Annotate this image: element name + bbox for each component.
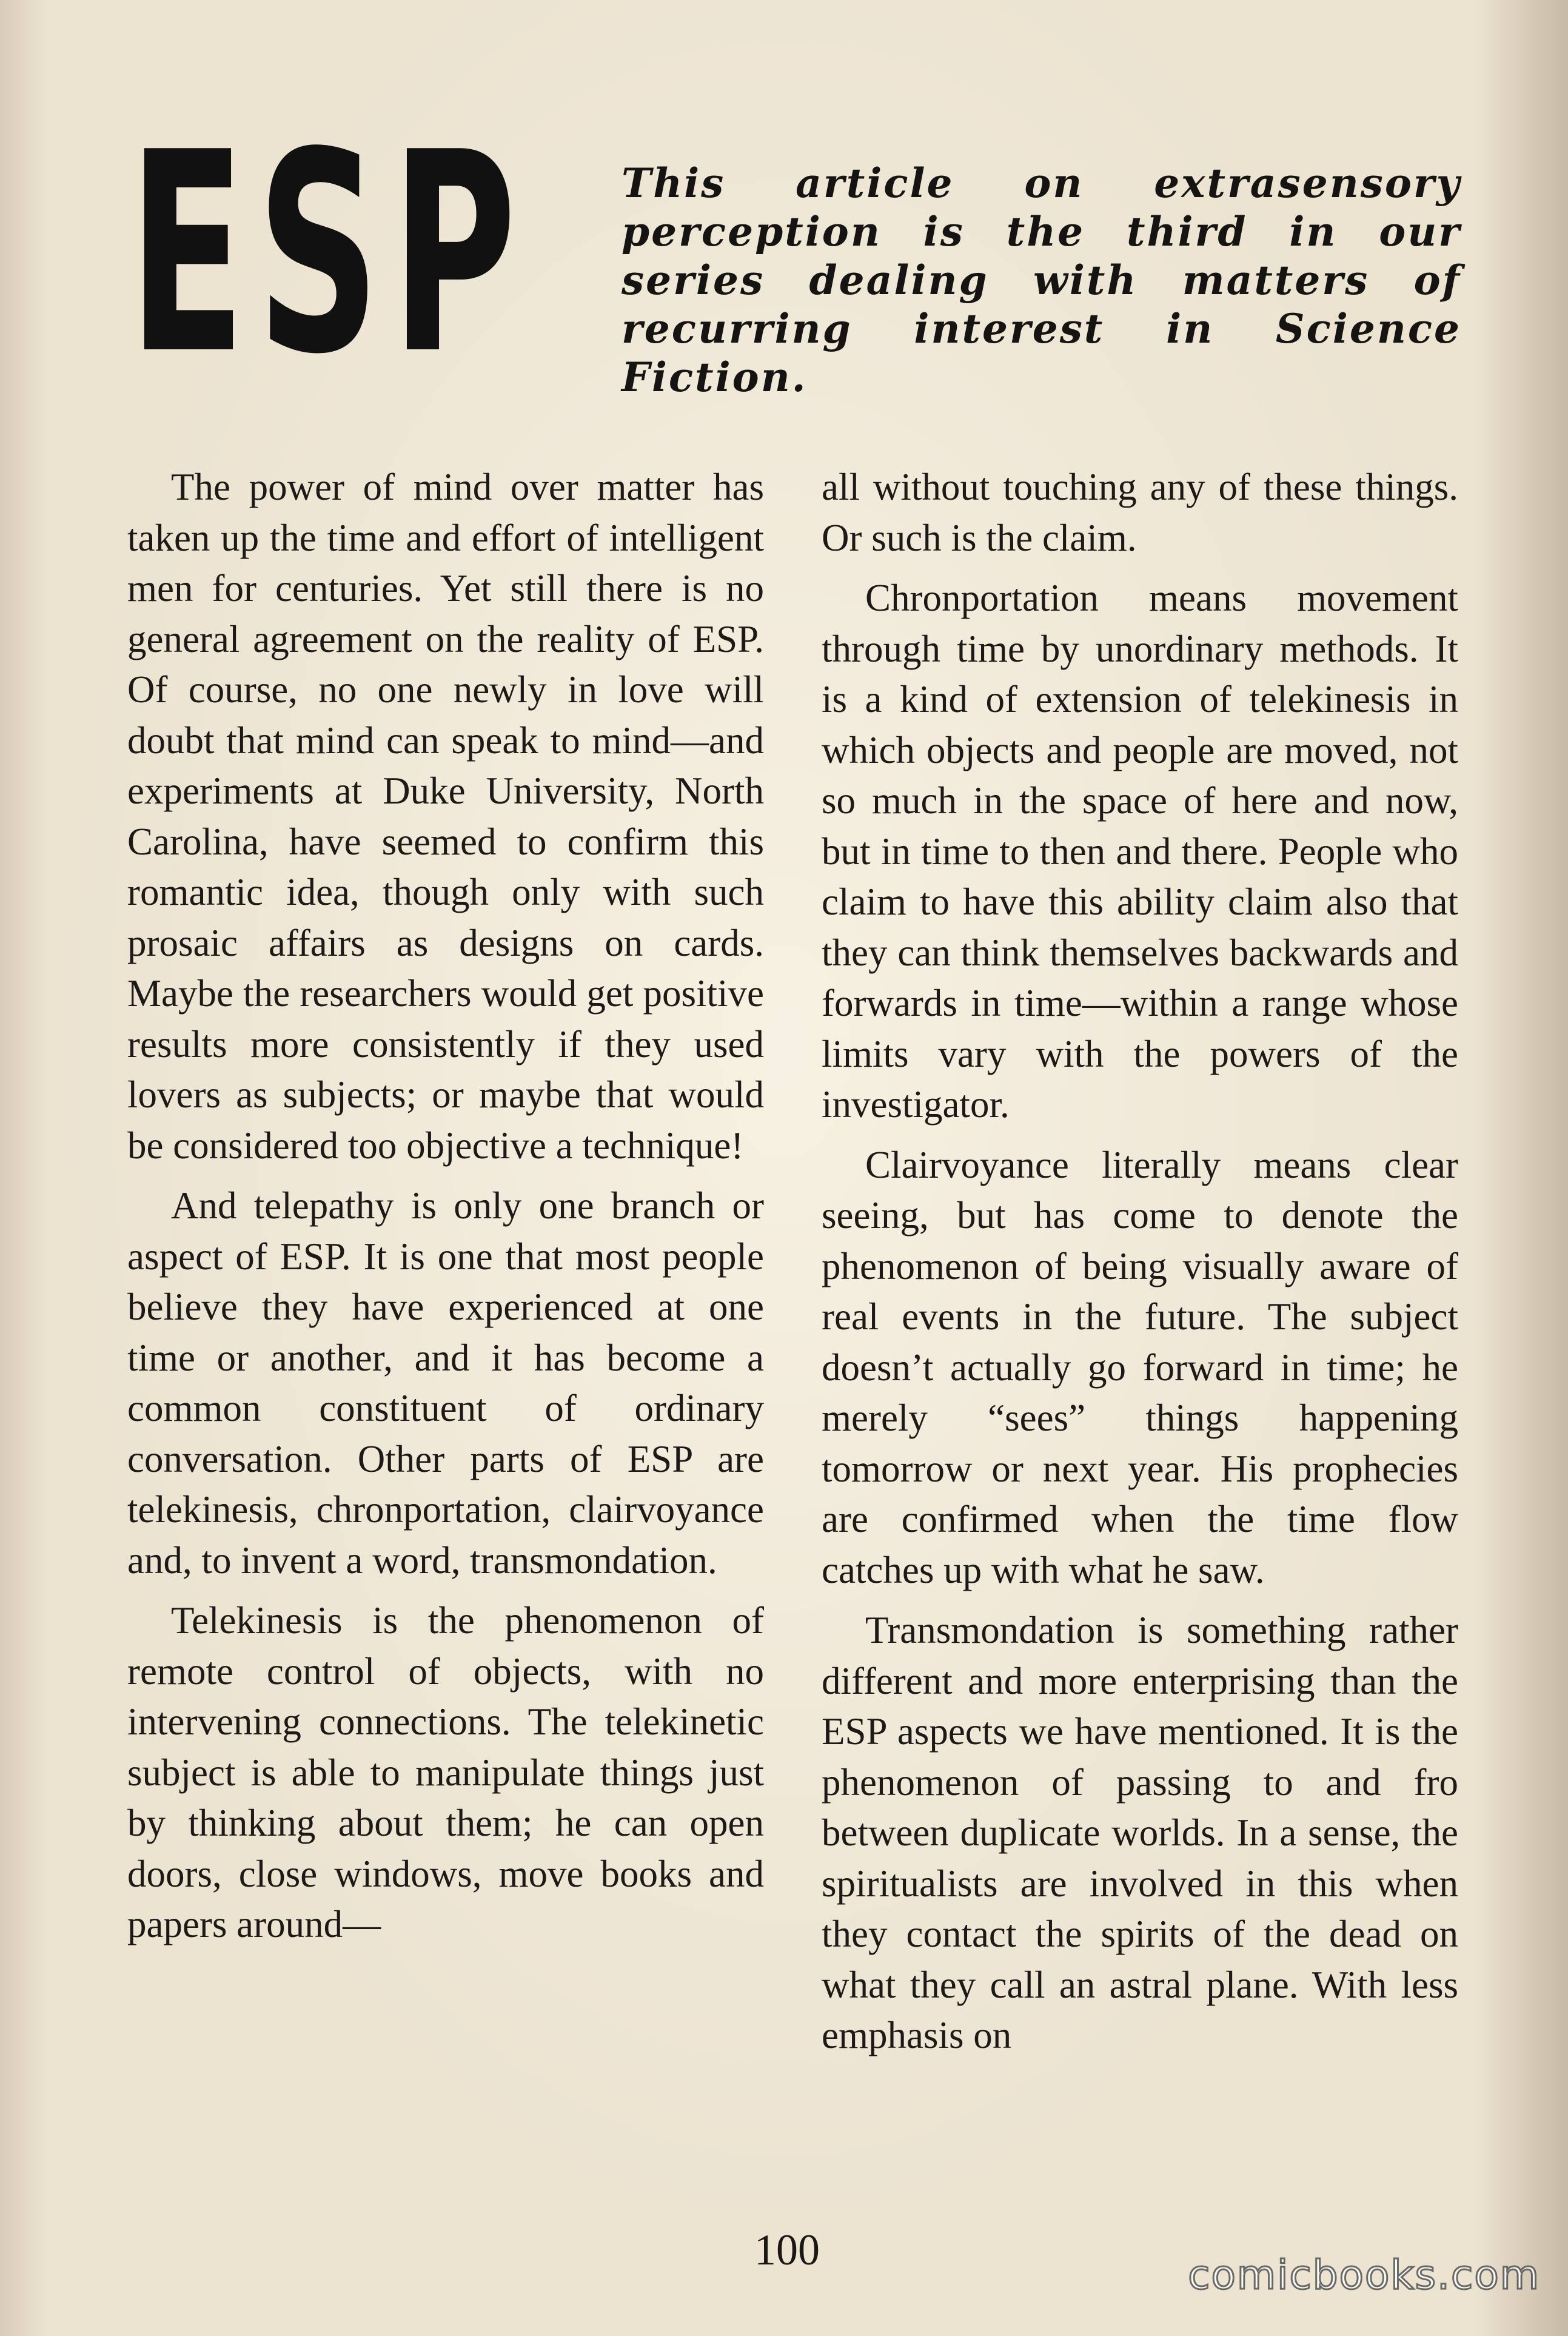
paragraph: Clairvoyance literally means clear seeing, but has come to denote the phenomenon of being visually aware of real events in the future. The subject doesn’t actually go forward in time; he merely “sees” things happening tomorrow or next year. His prophecies are confirmed when the time flow catches up with what he saw.: [822, 1143, 1458, 1591]
paragraph: And telepathy is only one branch or aspect of ESP. It is one that most people believe they have experienced at one time or another, and it has become a common constituent of ordinary conversation. Other parts of ESP are telekinesis, chronportation, clairvoyance and, to invent a word, transmondation.: [127, 1184, 764, 1582]
paragraph: The power of mind over matter has taken up the time and effort of intelligent men for centuries. Yet still there is no general agreement on the reality of ESP. Of course, no one newly in love will doubt that mind can speak to mind—and experiments at Duke University, North Carolina, have seemed to confirm this romantic idea, though only with such prosaic affairs as designs on cards. Maybe the researchers would get positive results more consistently if they used lovers as subjects; or maybe that would be considered too objective a technique!: [127, 466, 764, 1167]
article-intro: This article on extrasensory perception is the third in our series dealing with matters of recurring interest in Science Fiction.: [622, 159, 1461, 401]
paragraph: Chronportation means movement through time by unordinary methods. It is a kind of extension of telekinesis in which objects and people are moved, not so much in the space of here and now, but in time to then and there. People who claim to have this ability claim also that they can think themselves backwards and forwards in time—within a range whose limits vary with the powers of the investigator.: [822, 577, 1458, 1126]
paragraph-continued: all without touching any of these things. Or such is the claim.: [822, 466, 1458, 559]
paragraph: Transmondation is something rather different and more enterprising than the ESP aspects we have mentioned. It is the phenomenon of passing to and fro between duplicate worlds. In a sense, the spiritualists are involved in this when they contact the spirits of the dead on what they call an astral plane. With less emphasis on: [822, 1609, 1458, 2056]
left-column: [127, 462, 764, 1960]
watermark: comicbooks.com: [1188, 2252, 1540, 2298]
paragraph: Telekinesis is the phenomenon of remote control of objects, with no intervening connections. The telekinetic subject is able to manipulate things just by thinking about them; he can open doors, close windows, move books and papers around—: [127, 1599, 764, 1945]
right-column: [822, 462, 1458, 2071]
page-number: 100: [754, 2226, 820, 2274]
article-title: ESP: [129, 94, 528, 415]
